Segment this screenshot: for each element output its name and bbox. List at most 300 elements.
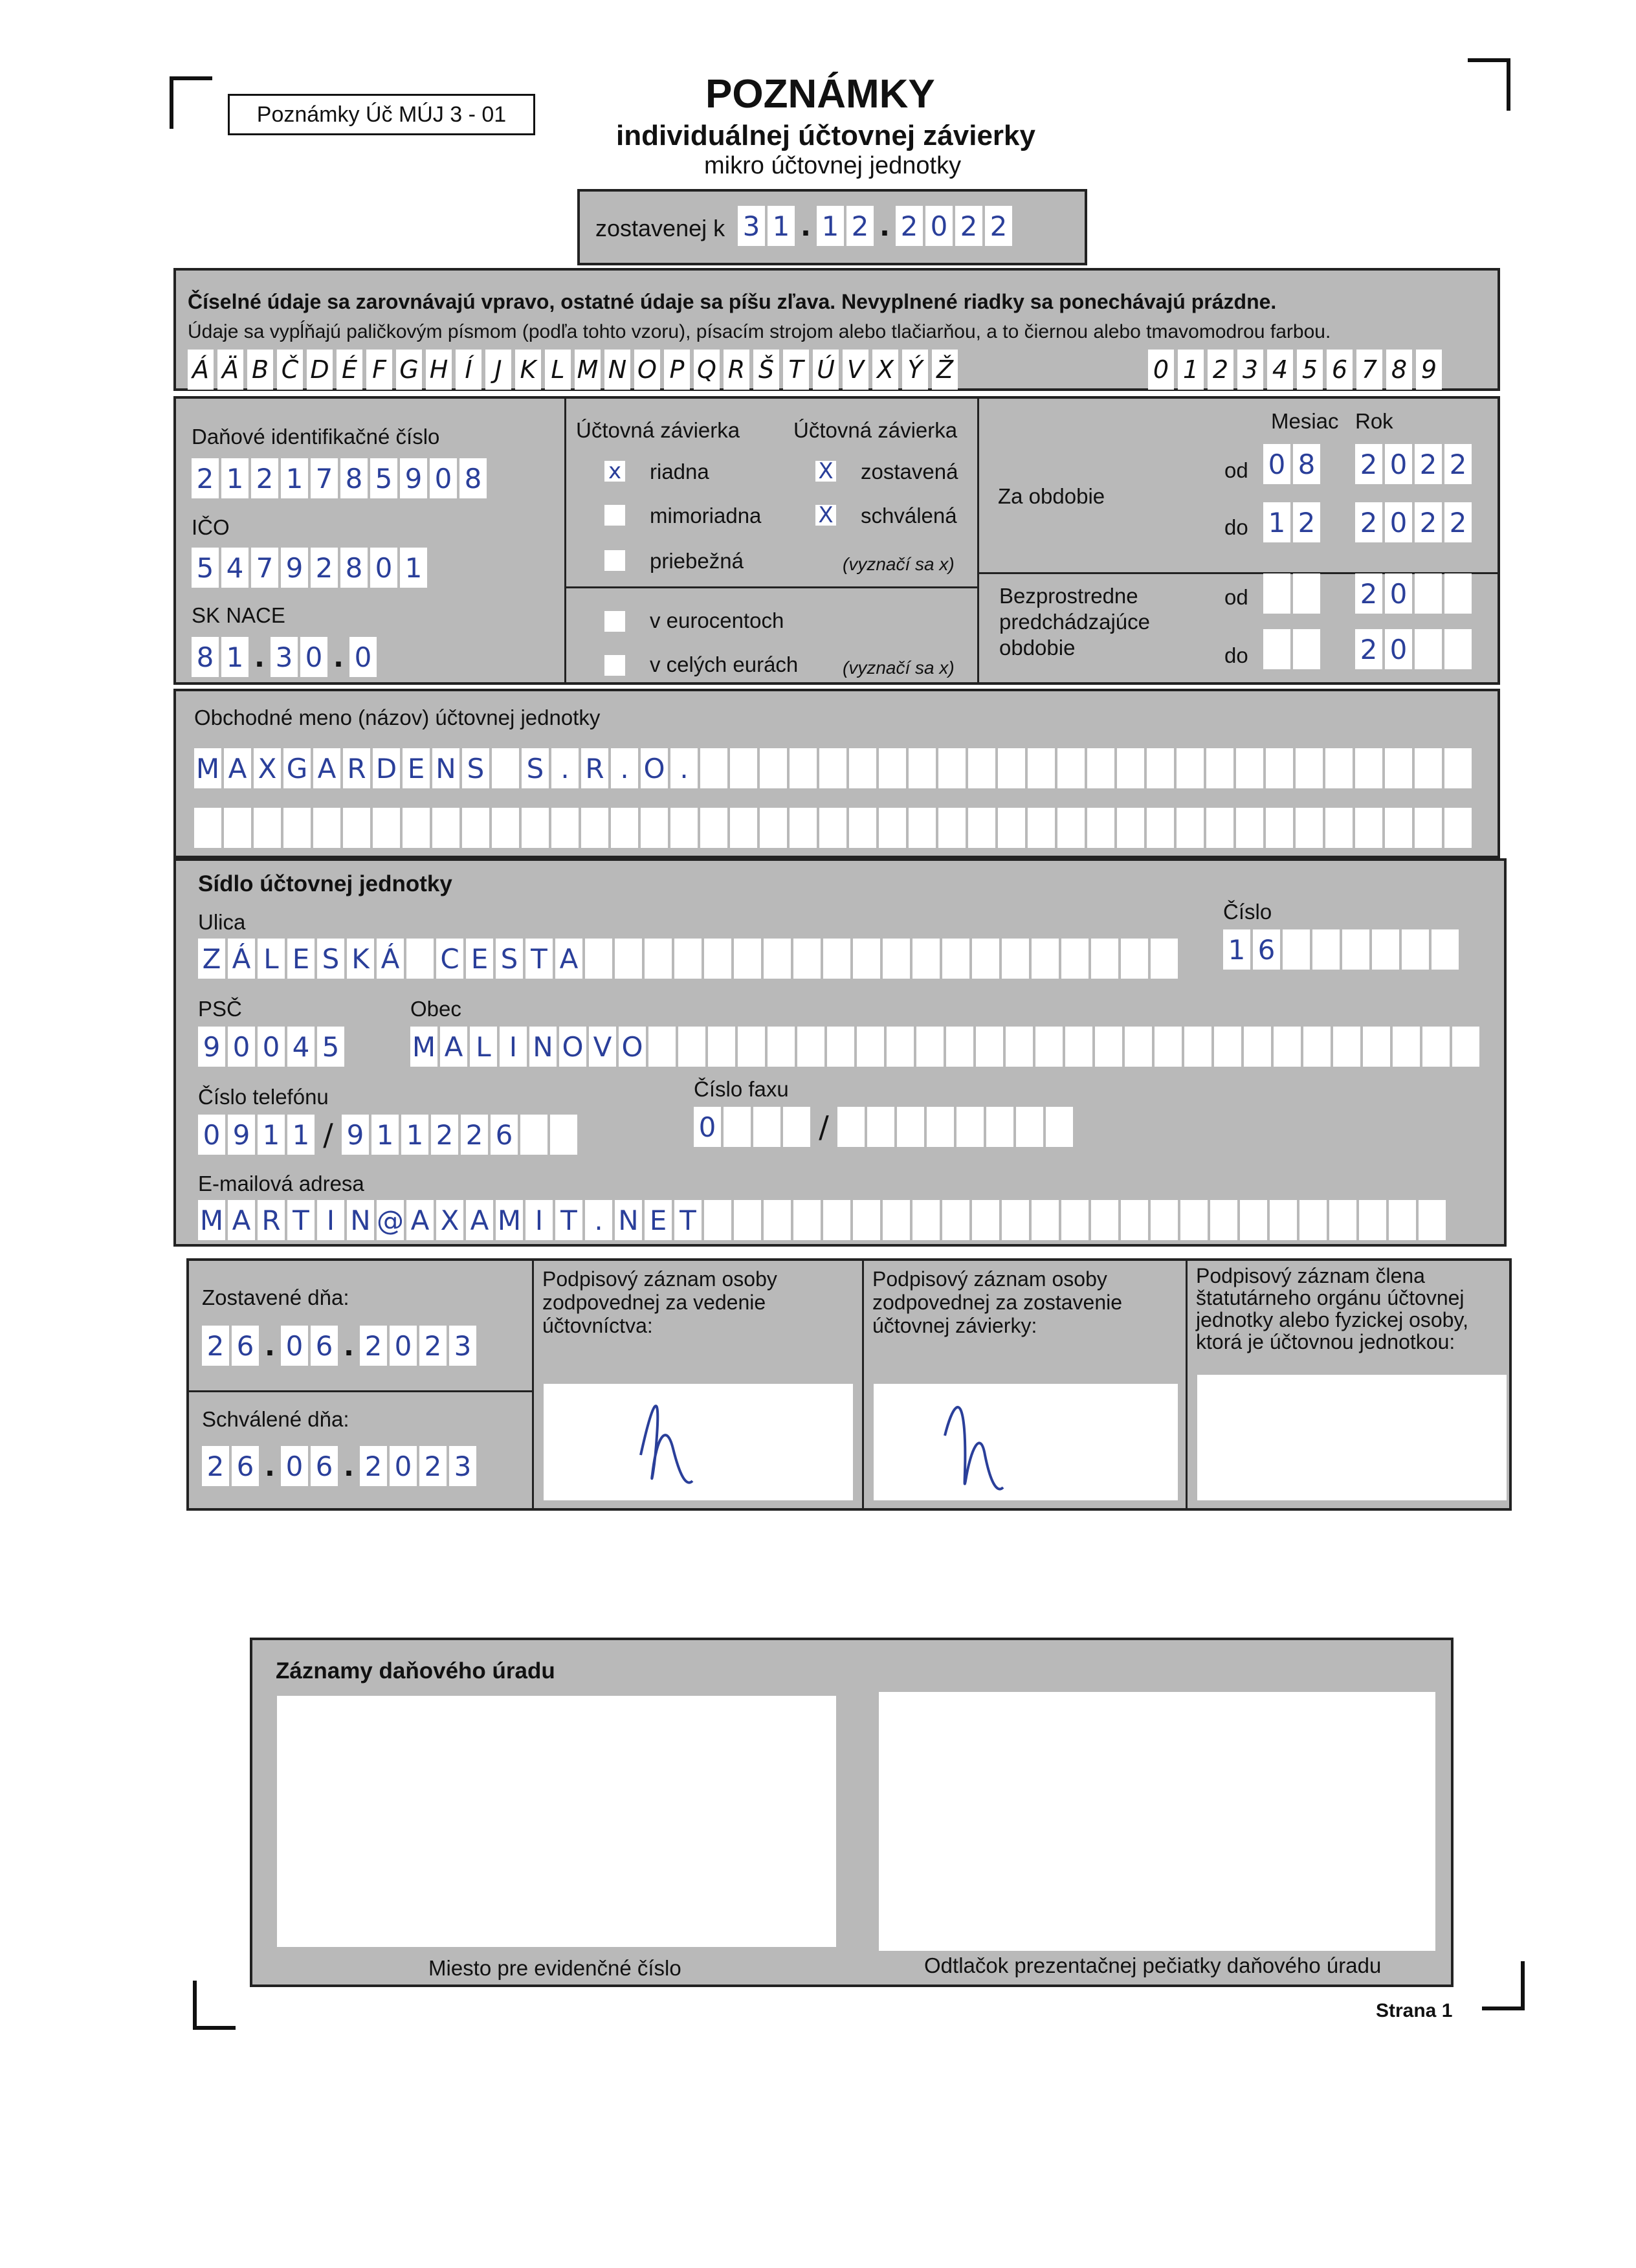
char-box	[1028, 748, 1055, 788]
dic-field[interactable]	[192, 458, 487, 498]
schvalena-checkbox[interactable]: X	[815, 505, 836, 526]
char-box	[857, 1027, 884, 1067]
char-box: 2	[1444, 502, 1472, 542]
page-title: POZNÁMKY	[705, 72, 935, 117]
sample-char: O	[634, 350, 660, 390]
char-box	[704, 939, 731, 979]
zostavene-label: Zostavené dňa:	[202, 1285, 349, 1309]
char-box	[956, 1107, 984, 1147]
char-box: O	[559, 1027, 586, 1067]
address-panel	[173, 858, 1507, 1247]
char-box: O	[619, 1027, 646, 1067]
char-box: .	[265, 1329, 275, 1362]
char-box: I	[525, 1200, 553, 1240]
ico-label: IČO	[192, 515, 230, 539]
char-box	[641, 808, 668, 848]
char-box	[224, 808, 251, 848]
stamp-caption: Odtlačok prezentačnej pečiatky daňového úradu	[924, 1953, 1382, 1977]
char-box	[254, 808, 281, 848]
sample-char: 5	[1297, 350, 1323, 390]
char-box	[1325, 748, 1353, 788]
prev-do-mesiac-field[interactable]	[1263, 629, 1320, 669]
char-box	[1244, 1027, 1271, 1067]
char-box: 1	[221, 458, 249, 498]
char-box	[1091, 939, 1118, 979]
char-box: L	[470, 1027, 497, 1067]
char-box: 0	[430, 458, 457, 498]
compiled-date-field[interactable]	[738, 206, 1012, 246]
char-box	[793, 939, 821, 979]
sample-char: F	[366, 350, 392, 390]
char-box: 0	[925, 206, 953, 246]
identification-panel	[173, 396, 1500, 685]
char-box	[1452, 1027, 1479, 1067]
corner-mark-bottom-right	[1482, 1961, 1525, 2010]
char-box: .	[801, 210, 811, 242]
char-box: A	[406, 1200, 434, 1240]
ulica-field[interactable]	[198, 939, 1178, 979]
char-box	[912, 939, 940, 979]
char-box: 5	[370, 458, 397, 498]
char-box	[1214, 1027, 1241, 1067]
char-box: 6	[311, 1326, 338, 1366]
char-box	[764, 1200, 791, 1240]
char-box	[883, 1200, 910, 1240]
char-box	[1296, 748, 1323, 788]
prev-od-rok-field[interactable]	[1355, 573, 1472, 614]
char-box	[927, 1107, 954, 1147]
char-box	[550, 1115, 577, 1155]
ico-field[interactable]	[192, 548, 427, 588]
char-box	[1061, 939, 1089, 979]
char-box: 8	[459, 458, 487, 498]
char-box: 2	[419, 1446, 447, 1486]
sample-char: P	[664, 350, 690, 390]
nace-field[interactable]	[192, 637, 377, 677]
char-box	[1117, 808, 1144, 848]
sample-char: Q	[694, 350, 720, 390]
sample-char: 6	[1327, 350, 1353, 390]
char-box	[674, 939, 702, 979]
char-box: A	[440, 1027, 467, 1067]
sample-char: L	[545, 350, 571, 390]
char-box: 1	[401, 1115, 428, 1155]
char-box	[1240, 1200, 1267, 1240]
char-box: C	[436, 939, 463, 979]
char-box: T	[525, 939, 553, 979]
char-box: 0	[370, 548, 397, 588]
page-subtitle: individuálnej účtovnej závierky	[616, 120, 1035, 151]
riadna-checkbox[interactable]: x	[604, 461, 625, 482]
char-box	[1121, 1200, 1148, 1240]
char-box	[909, 748, 936, 788]
char-box: .	[344, 1450, 354, 1482]
predchadzajuce-label: predchádzajúce	[999, 610, 1150, 634]
mimoriadna-checkbox[interactable]	[604, 505, 625, 526]
char-box	[938, 808, 966, 848]
char-box	[1147, 808, 1174, 848]
char-box	[645, 939, 672, 979]
char-box	[849, 808, 876, 848]
char-box	[879, 748, 906, 788]
char-box	[1444, 629, 1472, 669]
char-box	[1236, 748, 1263, 788]
sample-digits	[1148, 350, 1442, 390]
eurocentoch-label: v eurocentoch	[650, 608, 784, 632]
sample-char: T	[783, 350, 809, 390]
char-box: 1	[817, 206, 844, 246]
eurocentoch-checkbox[interactable]	[604, 611, 625, 632]
schvalene-date-field[interactable]	[202, 1446, 476, 1486]
char-box: .	[585, 1200, 612, 1240]
char-box: Á	[228, 939, 255, 979]
char-box	[946, 1027, 973, 1067]
char-box: 0	[390, 1446, 417, 1486]
sample-char: 1	[1178, 350, 1204, 390]
char-box	[853, 939, 880, 979]
char-box: M	[410, 1027, 437, 1067]
char-box: M	[496, 1200, 523, 1240]
char-box	[976, 1027, 1003, 1067]
char-box: 7	[311, 458, 338, 498]
prev-od-mesiac-field[interactable]	[1263, 573, 1320, 614]
char-box: 2	[461, 1115, 488, 1155]
char-box	[700, 808, 727, 848]
char-box	[678, 1027, 705, 1067]
char-box	[462, 808, 489, 848]
char-box	[343, 808, 370, 848]
telefon-field[interactable]	[198, 1115, 577, 1155]
char-box: 1	[371, 1115, 399, 1155]
company-name-field-row-2[interactable]	[194, 808, 1472, 848]
celych-eurach-checkbox[interactable]	[604, 655, 625, 676]
char-box	[768, 1027, 795, 1067]
char-box: 2	[985, 206, 1012, 246]
priebezna-label: priebežná	[650, 549, 744, 573]
char-box: 6	[491, 1115, 518, 1155]
char-box	[1236, 808, 1263, 848]
char-box	[492, 808, 519, 848]
char-box	[793, 1200, 821, 1240]
char-box: T	[555, 1200, 582, 1240]
cislo-label: Číslo	[1223, 900, 1272, 924]
prev-do-label: do	[1224, 643, 1248, 667]
char-box	[1270, 1200, 1297, 1240]
char-box	[1263, 573, 1290, 614]
char-box	[760, 748, 787, 788]
char-box: .	[670, 748, 698, 788]
char-box: 7	[251, 548, 278, 588]
od-mesiac-field[interactable]	[1263, 444, 1320, 484]
char-box: T	[674, 1200, 702, 1240]
char-box: 9	[228, 1115, 255, 1155]
char-box	[1266, 748, 1293, 788]
char-box: 5	[192, 548, 219, 588]
char-box	[1283, 929, 1310, 970]
char-box	[897, 1107, 924, 1147]
char-box: A	[224, 748, 251, 788]
char-box	[797, 1027, 824, 1067]
corner-mark-bottom-left	[193, 1981, 236, 2030]
char-box: 0	[1385, 629, 1412, 669]
evidence-number-box[interactable]	[277, 1696, 836, 1947]
char-box	[194, 808, 221, 848]
sample-char: Ä	[217, 350, 243, 390]
email-field[interactable]	[198, 1200, 1446, 1240]
char-box	[283, 808, 311, 848]
do-mesiac-field[interactable]	[1263, 502, 1320, 542]
char-box	[1296, 808, 1323, 848]
char-box	[837, 1107, 865, 1147]
page-number: Strana 1	[1376, 2000, 1453, 2021]
char-box	[724, 1107, 751, 1147]
char-box: 2	[1355, 629, 1382, 669]
char-box: S	[522, 748, 549, 788]
char-box: 2	[896, 206, 923, 246]
fax-field[interactable]	[694, 1107, 1073, 1147]
sample-char: Á	[188, 350, 214, 390]
char-box	[734, 1200, 761, 1240]
sample-char: R	[724, 350, 749, 390]
sig2-box[interactable]	[874, 1384, 1178, 1500]
char-box: 6	[1253, 929, 1280, 970]
char-box: 9	[342, 1115, 369, 1155]
do-rok-field[interactable]	[1355, 502, 1472, 542]
zostavena-checkbox[interactable]: X	[815, 461, 836, 482]
char-box	[1184, 1027, 1211, 1067]
char-box: 1	[287, 1115, 315, 1155]
char-box	[790, 748, 817, 788]
char-box: 2	[311, 548, 338, 588]
sample-char: B	[247, 350, 273, 390]
char-box: 0	[281, 1446, 308, 1486]
sample-char: 3	[1237, 350, 1263, 390]
char-box: 4	[221, 548, 249, 588]
sample-char: Č	[277, 350, 303, 390]
char-box	[611, 808, 638, 848]
dic-label: Daňové identifikačné číslo	[192, 425, 440, 449]
char-box	[1032, 939, 1059, 979]
char-box	[1312, 929, 1340, 970]
char-box: 2	[1355, 502, 1382, 542]
char-box: R	[581, 748, 608, 788]
sample-char: M	[575, 350, 601, 390]
nace-label: SK NACE	[192, 603, 285, 627]
char-box	[1342, 929, 1369, 970]
char-box: R	[343, 748, 370, 788]
char-box: X	[254, 748, 281, 788]
char-box: .	[344, 1329, 354, 1362]
company-name-field[interactable]	[194, 748, 1472, 788]
char-box	[998, 808, 1025, 848]
obec-field[interactable]	[410, 1027, 1479, 1067]
char-box: V	[589, 1027, 616, 1067]
char-box	[819, 748, 846, 788]
char-box	[1147, 748, 1174, 788]
char-box	[1444, 573, 1472, 614]
sample-char: Ž	[932, 350, 958, 390]
sample-char: É	[337, 350, 362, 390]
sample-char: D	[307, 350, 333, 390]
char-box	[853, 1200, 880, 1240]
char-box: 0	[1385, 502, 1412, 542]
sample-char: 2	[1208, 350, 1233, 390]
char-box	[700, 748, 727, 788]
char-box: 2	[955, 206, 982, 246]
company-name-label: Obchodné meno (názov) účtovnej jednotky	[194, 706, 601, 729]
char-box	[753, 1107, 780, 1147]
char-box	[1061, 1200, 1089, 1240]
char-box	[1402, 929, 1429, 970]
char-box: 2	[419, 1326, 447, 1366]
char-box: E	[645, 1200, 672, 1240]
char-box: 2	[431, 1115, 458, 1155]
sig2-label: Podpisový záznam osoby zodpovednej za zostavenie účtovnej závierky:	[872, 1267, 1123, 1337]
char-box	[1419, 1200, 1446, 1240]
char-box: 6	[311, 1446, 338, 1486]
char-box	[1006, 1027, 1033, 1067]
sample-char: K	[515, 350, 541, 390]
char-box: I	[500, 1027, 527, 1067]
char-box: Á	[377, 939, 404, 979]
fax-label: Číslo faxu	[694, 1077, 789, 1101]
char-box	[492, 748, 519, 788]
char-box: 1	[768, 206, 795, 246]
char-box: 0	[349, 637, 377, 677]
char-box	[819, 808, 846, 848]
char-box	[823, 1200, 850, 1240]
char-box	[730, 808, 757, 848]
char-box	[581, 808, 608, 848]
char-box	[1325, 808, 1353, 848]
sig1-label: Podpisový záznam osoby zodpovednej za vedenie účtovníctva:	[542, 1267, 777, 1337]
char-box: 0	[1385, 573, 1412, 614]
char-box: 9	[198, 1027, 225, 1067]
char-box: A	[555, 939, 582, 979]
char-box	[1032, 1200, 1059, 1240]
char-box	[916, 1027, 944, 1067]
char-box	[1155, 1027, 1182, 1067]
char-box: 2	[1415, 444, 1442, 484]
char-box	[520, 1115, 547, 1155]
email-label: E-mailová adresa	[198, 1172, 364, 1195]
char-box	[942, 939, 969, 979]
char-box	[783, 1107, 810, 1147]
phone-separator: /	[323, 1117, 333, 1152]
char-box	[1095, 1027, 1122, 1067]
cislo-field[interactable]	[1223, 929, 1459, 970]
sample-char: X	[872, 350, 898, 390]
char-box: 8	[340, 458, 368, 498]
char-box	[1333, 1027, 1360, 1067]
rok-label: Rok	[1355, 409, 1393, 433]
char-box: I	[317, 1200, 344, 1240]
char-box: 2	[1415, 502, 1442, 542]
corner-mark-top-right	[1468, 58, 1510, 111]
char-box	[827, 1027, 854, 1067]
od-label: od	[1224, 458, 1248, 482]
signature-1-icon	[544, 1384, 853, 1500]
char-box	[867, 1107, 894, 1147]
char-box	[1002, 939, 1029, 979]
mesiac-label: Mesiac	[1271, 409, 1339, 433]
char-box: M	[198, 1200, 225, 1240]
char-box	[1035, 1027, 1063, 1067]
tax-office-title: Záznamy daňového úradu	[276, 1658, 555, 1684]
char-box: 2	[192, 458, 219, 498]
char-box: 2	[360, 1326, 387, 1366]
char-box	[648, 1027, 676, 1067]
char-box	[1016, 1107, 1043, 1147]
char-box: 2	[202, 1446, 229, 1486]
char-box: 2	[1293, 502, 1320, 542]
mimoriadna-label: mimoriadna	[650, 504, 762, 528]
sample-char: 0	[1148, 350, 1174, 390]
char-box: .	[551, 748, 579, 788]
char-box	[373, 808, 400, 848]
signature-panel	[186, 1258, 1512, 1511]
char-box: 1	[400, 548, 427, 588]
char-box: 3	[449, 1446, 476, 1486]
char-box: 9	[281, 548, 308, 588]
zostavene-date-field[interactable]	[202, 1326, 476, 1366]
ulica-label: Ulica	[198, 910, 246, 934]
char-box	[1274, 1027, 1301, 1067]
char-box: 8	[192, 637, 219, 677]
char-box: 2	[1355, 444, 1382, 484]
char-box	[823, 939, 850, 979]
sample-char: V	[843, 350, 868, 390]
sig3-box[interactable]	[1197, 1375, 1507, 1500]
char-box: 2	[1444, 444, 1472, 484]
char-box	[1415, 808, 1442, 848]
priebezna-checkbox[interactable]	[604, 550, 625, 571]
char-box	[1363, 1027, 1390, 1067]
mark-note: (vyznačí sa x)	[843, 554, 955, 574]
char-box: 5	[317, 1027, 344, 1067]
instructions-panel	[173, 268, 1500, 391]
char-box	[1389, 1200, 1416, 1240]
char-box: S	[462, 748, 489, 788]
stamp-box[interactable]	[879, 1692, 1435, 1951]
char-box: R	[258, 1200, 285, 1240]
sidlo-label: Sídlo účtovnej jednotky	[198, 871, 452, 896]
sample-char: 9	[1416, 350, 1442, 390]
zavierka-col1-label: Účtovná závierka	[576, 418, 740, 442]
psc-field[interactable]	[198, 1027, 344, 1067]
sig1-box[interactable]	[544, 1384, 853, 1500]
char-box: 3	[449, 1326, 476, 1366]
char-box	[551, 808, 579, 848]
char-box	[1355, 748, 1382, 788]
char-box	[1151, 1200, 1178, 1240]
bezprostredne-label: Bezprostredne	[999, 584, 1138, 608]
char-box: M	[194, 748, 221, 788]
char-box: A	[466, 1200, 493, 1240]
char-box	[986, 1107, 1013, 1147]
prev-do-rok-field[interactable]	[1355, 629, 1472, 669]
char-box	[912, 1200, 940, 1240]
prev-od-label: od	[1224, 585, 1248, 609]
od-rok-field[interactable]	[1355, 444, 1472, 484]
char-box	[615, 939, 642, 979]
char-box	[1087, 748, 1114, 788]
char-box	[1444, 748, 1472, 788]
char-box: 0	[198, 1115, 225, 1155]
char-box	[1057, 748, 1085, 788]
schvalene-label: Schválené dňa:	[202, 1407, 349, 1431]
char-box: E	[403, 748, 430, 788]
